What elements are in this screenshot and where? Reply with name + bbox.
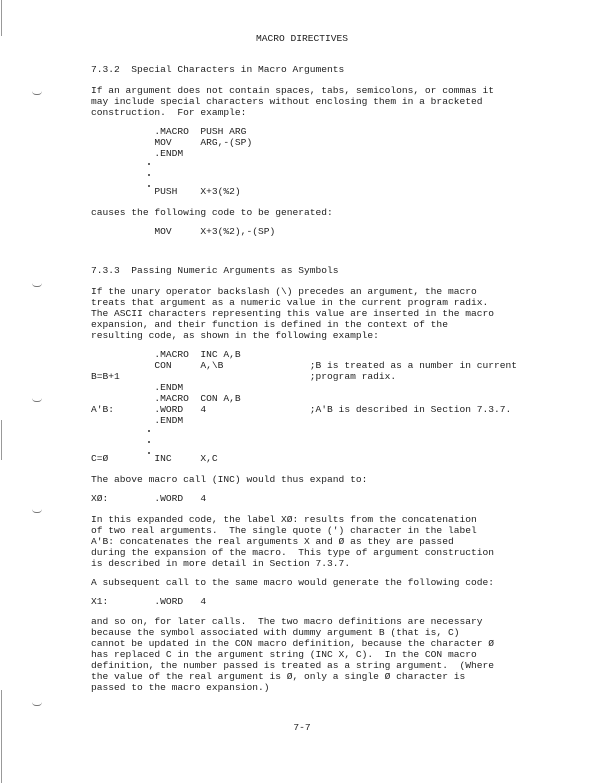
margin-mark — [32, 398, 42, 402]
paragraph-line: definition, the number passed is treated as a string argument. (Where — [91, 660, 495, 671]
paragraph-line: may include special characters without enclosing them in a bracketed — [91, 96, 483, 107]
ellipsis-dot — [148, 174, 150, 176]
scan-edge-line — [1, 420, 2, 460]
scan-edge-line — [1, 0, 2, 36]
paragraph-line: The ASCII characters representing this value are inserted in the macro — [91, 308, 495, 319]
paragraph-line: passed to the macro expansion.) — [91, 682, 270, 693]
section-heading-7-3-2: 7.3.2 Special Characters in Macro Arguments — [91, 64, 345, 75]
paragraph-line: the value of the real argument is Ø, only a single Ø character is — [91, 671, 466, 682]
margin-mark — [32, 509, 42, 513]
paragraph-line: If the unary operator backslash (\) precedes an argument, the macro — [91, 286, 477, 297]
paragraph-line: treats that argument as a numeric value in the current program radix. — [91, 297, 489, 308]
code-line: MOV X+3(%2),-(SP) — [91, 226, 276, 237]
paragraph-line: and so on, for later calls. The two macro definitions are necessary — [91, 616, 483, 627]
paragraph-line: because the symbol associated with dummy argument B (that is, C) — [91, 627, 460, 638]
code-line: .ENDM — [91, 415, 184, 426]
paragraph-line: construction. For example: — [91, 107, 247, 118]
code-line: .MACRO PUSH ARG — [91, 126, 247, 137]
ellipsis-dot — [148, 441, 150, 443]
paragraph-line: The above macro call (INC) would thus expand to: — [91, 474, 368, 485]
code-line: MOV ARG,-(SP) — [91, 137, 253, 148]
paragraph-line: A'B: concatenates the real arguments X and Ø as they are passed — [91, 536, 454, 547]
paragraph-line: expansion, and their function is defined in the context of the — [91, 319, 448, 330]
scan-edge-line — [1, 690, 2, 783]
code-line: PUSH X+3(%2) — [91, 186, 241, 197]
paragraph-line: causes the following code to be generated: — [91, 207, 333, 218]
code-line: C=Ø INC X,C — [91, 453, 218, 464]
paragraph-line: A subsequent call to the same macro would generate the following code: — [91, 577, 495, 588]
ellipsis-dot — [148, 430, 150, 432]
margin-mark — [32, 702, 42, 706]
paragraph-line: If an argument does not contain spaces, tabs, semicolons, or commas it — [91, 85, 495, 96]
code-line: .MACRO INC A,B — [91, 349, 241, 360]
page-number: 7-7 — [293, 722, 311, 733]
ellipsis-dot — [148, 163, 150, 165]
code-line: .ENDM — [91, 382, 184, 393]
code-line: CON A,\B ;B is treated as a number in current — [91, 360, 518, 371]
paragraph-line: is described in more detail in Section 7.3.7. — [91, 558, 351, 569]
code-line: A'B: .WORD 4 ;A'B is described in Section 7.3.7. — [91, 404, 512, 415]
paragraph-line: In this expanded code, the label XØ: results from the concatenation — [91, 514, 477, 525]
paragraph-line: during the expansion of the macro. This type of argument construction — [91, 547, 495, 558]
code-line: XØ: .WORD 4 — [91, 493, 207, 504]
paragraph-line: resulting code, as shown in the following example: — [91, 330, 379, 341]
paragraph-line: has replaced C in the argument string (INC X, C). In the CON macro — [91, 649, 477, 660]
code-line: .ENDM — [91, 148, 184, 159]
page-header: MACRO DIRECTIVES — [255, 33, 349, 44]
paragraph-line: cannot be updated in the CON macro definition, because the character Ø — [91, 638, 495, 649]
margin-mark — [32, 283, 42, 287]
paragraph-line: of two real arguments. The single quote (') character in the label — [91, 525, 477, 536]
code-line: B=B+1 ;program radix. — [91, 371, 397, 382]
margin-mark — [32, 91, 42, 95]
section-heading-7-3-3: 7.3.3 Passing Numeric Arguments as Symbols — [91, 265, 339, 276]
code-line: X1: .WORD 4 — [91, 596, 207, 607]
code-line: .MACRO CON A,B — [91, 393, 241, 404]
